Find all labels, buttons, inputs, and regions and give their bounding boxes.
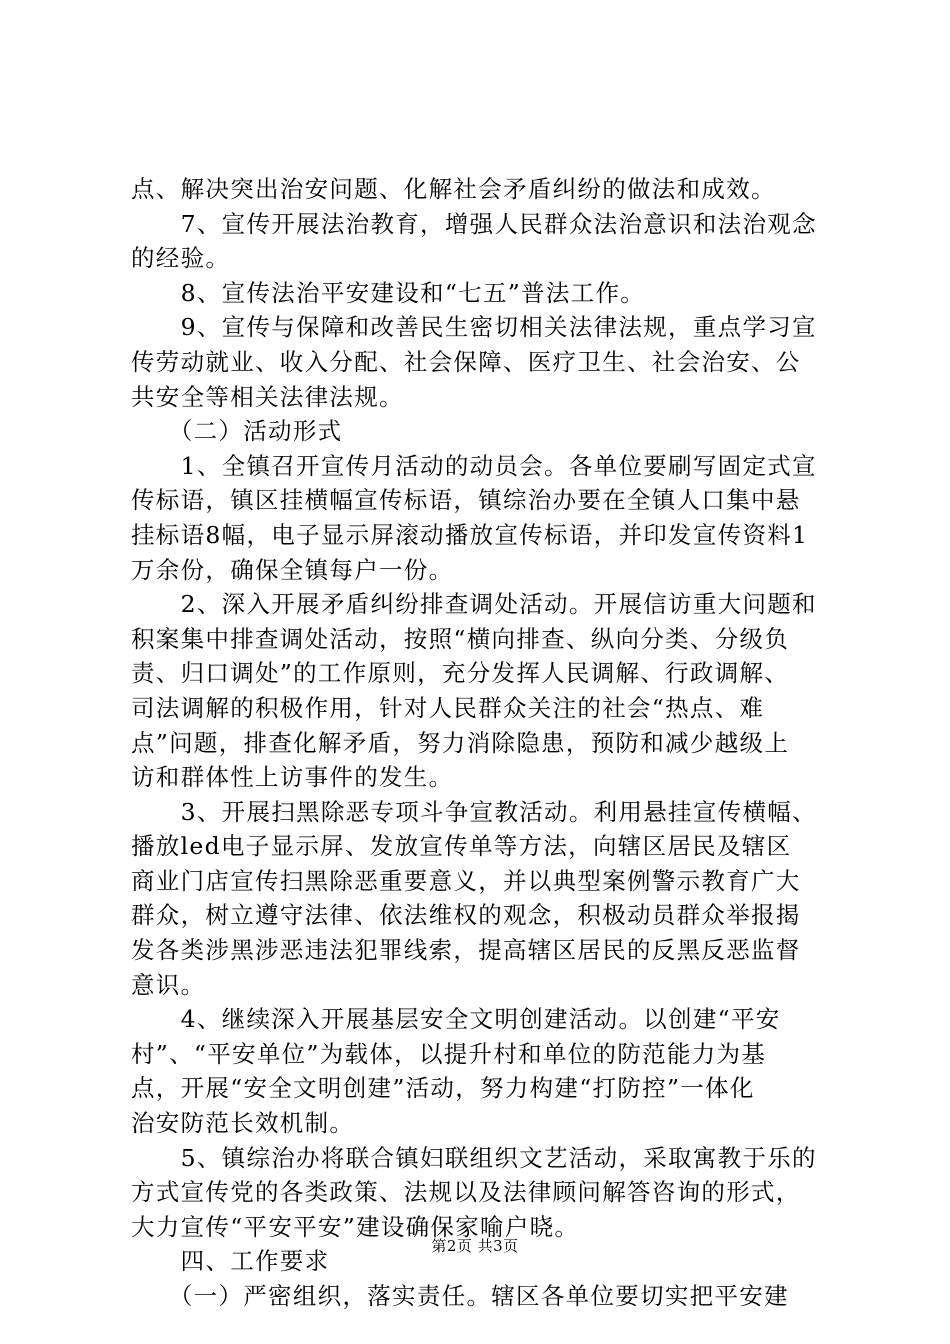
text-line: 商业门店宣传扫黑除恶重要意义，并以典型案例警示教育广大 xyxy=(131,866,801,895)
text-line: 8、宣传法治平安建设和“七五”普法工作。 xyxy=(131,278,646,307)
text-line: 共安全等相关法律法规。 xyxy=(131,382,404,411)
text-line: 方式宣传党的各类政策、法规以及法律顾问解答咨询的形式， xyxy=(131,1178,801,1207)
text-line: 7、宣传开展法治教育，增强人民群众法治意识和法治观念 xyxy=(131,209,817,238)
text-line: （二）活动形式 xyxy=(131,417,343,446)
text-line: 9、宣传与保障和改善民生密切相关法律法规，重点学习宣 xyxy=(131,313,817,342)
text-line: 村”、“平安单位”为载体，以提升村和单位的防范能力为基 xyxy=(131,1039,767,1068)
text-line: 传劳动就业、收入分配、社会保障、医疗卫生、社会治安、公 xyxy=(131,347,801,376)
page-footer: 第2页 共3页 xyxy=(431,1237,519,1255)
text-line: 3、开展扫黑除恶专项斗争宣教活动。利用悬挂宣传横幅、 xyxy=(131,797,817,826)
text-line: 的经验。 xyxy=(131,244,231,273)
text-line: 传标语，镇区挂横幅宣传标语，镇综治办要在全镇人口集中悬 xyxy=(131,486,801,515)
text-line: 播放led电子显示屏、发放宣传单等方法，向辖区居民及辖区 xyxy=(131,832,792,861)
text-line: 治安防范长效机制。 xyxy=(131,1109,355,1138)
text-line: 1、全镇召开宣传月活动的动员会。各单位要刷写固定式宣 xyxy=(131,451,817,480)
text-line: 意识。 xyxy=(131,970,206,999)
text-line: 司法调解的积极作用，针对人民群众关注的社会“热点、难 xyxy=(131,693,765,722)
text-line: 4、继续深入开展基层安全文明创建活动。以创建“平安 xyxy=(131,1005,781,1034)
text-line: （一）严密组织，落实责任。辖区各单位要切实把平安建 xyxy=(131,1282,789,1310)
text-line: 点，开展“安全文明创建”活动，努力构建“打防控”一体化 xyxy=(131,1074,755,1103)
text-line: 积案集中排查调处活动，按照“横向排查、纵向分类、分级负 xyxy=(131,624,790,653)
text-line: 四、工作要求 xyxy=(131,1247,330,1276)
text-line: 5、镇综治办将联合镇妇联组织文艺活动，采取寓教于乐的 xyxy=(131,1143,817,1172)
text-line: 点、解决突出治安问题、化解社会矛盾纠纷的做法和成效。 xyxy=(131,175,776,203)
text-line: 群众，树立遵守法律、依法维权的观念，积极动员群众举报揭 xyxy=(131,901,801,930)
text-line: 2、深入开展矛盾纠纷排查调处活动。开展信访重大问题和 xyxy=(131,590,817,619)
document-body xyxy=(131,172,831,1314)
text-line: 挂标语8幅，电子显示屏滚动播放宣传标语，并印发宣传资料1 xyxy=(131,520,809,549)
text-line: 点”问题，排查化解矛盾，努力消除隐患，预防和减少越级上 xyxy=(131,728,790,757)
text-line: 发各类涉黑涉恶违法犯罪线索，提高辖区居民的反黑反恶监督 xyxy=(131,936,801,965)
text-line: 访和群体性上访事件的发生。 xyxy=(131,763,454,792)
text-line: 责、归口调处”的工作原则，充分发挥人民调解、行政调解、 xyxy=(131,659,790,688)
text-line: 大力宣传“平安平安”建设确保家喻户晓。 xyxy=(131,1212,580,1241)
text-line: 万余份，确保全镇每户一份。 xyxy=(131,555,454,584)
